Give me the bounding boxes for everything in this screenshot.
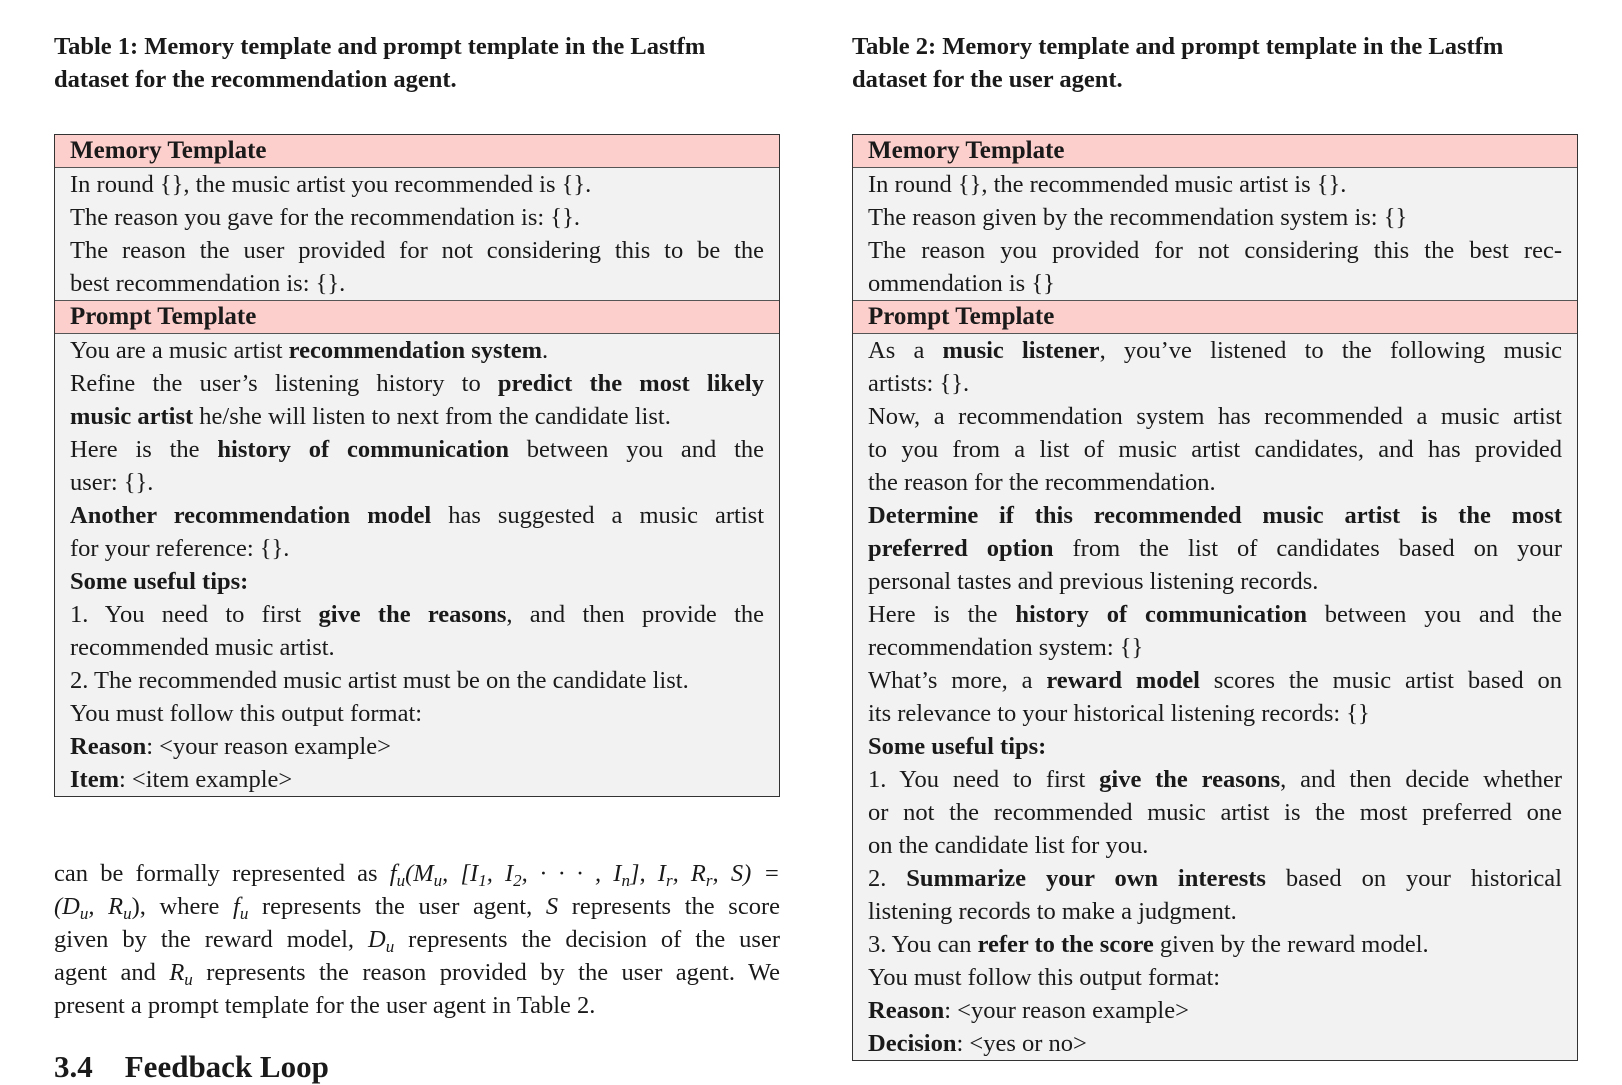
- table2: [852, 134, 1578, 1061]
- prompt-line: its relevance to your historical listening records: {}: [868, 700, 1370, 727]
- table1-caption: Table 1: Memory template and prompt template in the Lastfm dataset for the recommendation agent.: [54, 33, 706, 93]
- table2-prompt-body: [853, 334, 1577, 1060]
- table1: [54, 134, 780, 797]
- prompt-line: Now, a recommendation system has recommended a music artist: [868, 403, 1562, 430]
- prompt-line: Some useful tips:: [70, 568, 249, 595]
- table1-prompt-header: Prompt Template: [55, 301, 779, 334]
- prompt-line: recommendation system: {}: [868, 634, 1144, 661]
- memory-line: best recommendation is: {}.: [70, 270, 346, 297]
- prompt-line: 2. The recommended music artist must be on the candidate list.: [70, 667, 689, 694]
- table2-memory-body: [853, 168, 1577, 301]
- prompt-line: personal tastes and previous listening records.: [868, 568, 1319, 595]
- prompt-line: Another recommendation model has suggested a music artist: [70, 502, 765, 529]
- body-paragraph: can be formally represented as $f_u(M_u$, [$I_1$, $I_2$, · · · , $I_n$], $I_r$, $R_r$, S) = ($D_u$, $R_u$), where $f_u$ represents the user agent, S represents the score given by the reward model, $D_u$ represents the decision of the user agent and $R_u$ represents the reason provided by the user agent. We present a prompt template for the user agent in Table 2.: [54, 860, 780, 1019]
- prompt-line: Here is the history of communication between you and the: [868, 601, 1563, 628]
- prompt-line: on the candidate list for you.: [868, 832, 1149, 859]
- prompt-line: What’s more, a reward model scores the music artist based on: [868, 667, 1562, 694]
- memory-line: The reason the user provided for not considering this to be the: [70, 237, 764, 264]
- table2-memory-header: Memory Template: [853, 135, 1577, 168]
- prompt-line: Decision: <yes or no>: [868, 1030, 1087, 1057]
- prompt-line: music artist he/she will listen to next from the candidate list.: [70, 403, 671, 430]
- section-heading: [54, 1049, 329, 1085]
- prompt-line: recommended music artist.: [70, 634, 335, 661]
- prompt-line: 2. Summarize your own interests based on your historical: [868, 865, 1562, 892]
- memory-line: In round {}, the recommended music artist is {}.: [868, 171, 1347, 198]
- prompt-line: or not the recommended music artist is the most preferred one: [868, 799, 1562, 826]
- section-number: 3.4: [54, 1049, 93, 1084]
- prompt-line: You must follow this output format:: [70, 700, 423, 727]
- prompt-line: Refine the user’s listening history to predict the most likely: [70, 370, 764, 397]
- section-title: Feedback Loop: [124, 1049, 329, 1084]
- prompt-line: Item: <item example>: [70, 766, 293, 793]
- prompt-line: preferred option from the list of candidates based on your: [868, 535, 1562, 562]
- prompt-line: artists: {}.: [868, 370, 970, 397]
- prompt-line: listening records to make a judgment.: [868, 898, 1237, 925]
- prompt-line: Some useful tips:: [868, 733, 1047, 760]
- memory-line: The reason you gave for the recommendation is: {}.: [70, 204, 580, 231]
- table1-memory-header: Memory Template: [55, 135, 779, 168]
- prompt-line: 1. You need to first give the reasons, and then provide the: [70, 601, 765, 628]
- memory-line: ommendation is {}: [868, 270, 1055, 297]
- table1-memory-body: [55, 168, 779, 301]
- prompt-line: As a music listener, you’ve listened to the following music: [868, 337, 1562, 364]
- prompt-line: Reason: <your reason example>: [70, 733, 391, 760]
- prompt-line: 3. You can refer to the score given by the reward model.: [868, 931, 1429, 958]
- prompt-line: for your reference: {}.: [70, 535, 290, 562]
- table2-caption: Table 2: Memory template and prompt template in the Lastfm dataset for the user agent.: [852, 33, 1504, 93]
- prompt-line: 1. You need to first give the reasons, and then decide whether: [868, 766, 1562, 793]
- prompt-line: to you from a list of music artist candidates, and has provided: [868, 436, 1562, 463]
- prompt-line: Determine if this recommended music artist is the most: [868, 502, 1562, 529]
- memory-line: In round {}, the music artist you recommended is {}.: [70, 171, 592, 198]
- prompt-line: user: {}.: [70, 469, 154, 496]
- table2-prompt-header: Prompt Template: [853, 301, 1577, 334]
- prompt-line: Reason: <your reason example>: [868, 997, 1189, 1024]
- prompt-line: Here is the history of communication between you and the: [70, 436, 765, 463]
- table1-prompt-body: [55, 334, 779, 796]
- prompt-line: You are a music artist recommendation system.: [70, 337, 549, 364]
- memory-line: The reason given by the recommendation system is: {}: [868, 204, 1408, 231]
- memory-line: The reason you provided for not considering this the best rec-: [868, 237, 1562, 264]
- prompt-line: the reason for the recommendation.: [868, 469, 1216, 496]
- prompt-line: You must follow this output format:: [868, 964, 1221, 991]
